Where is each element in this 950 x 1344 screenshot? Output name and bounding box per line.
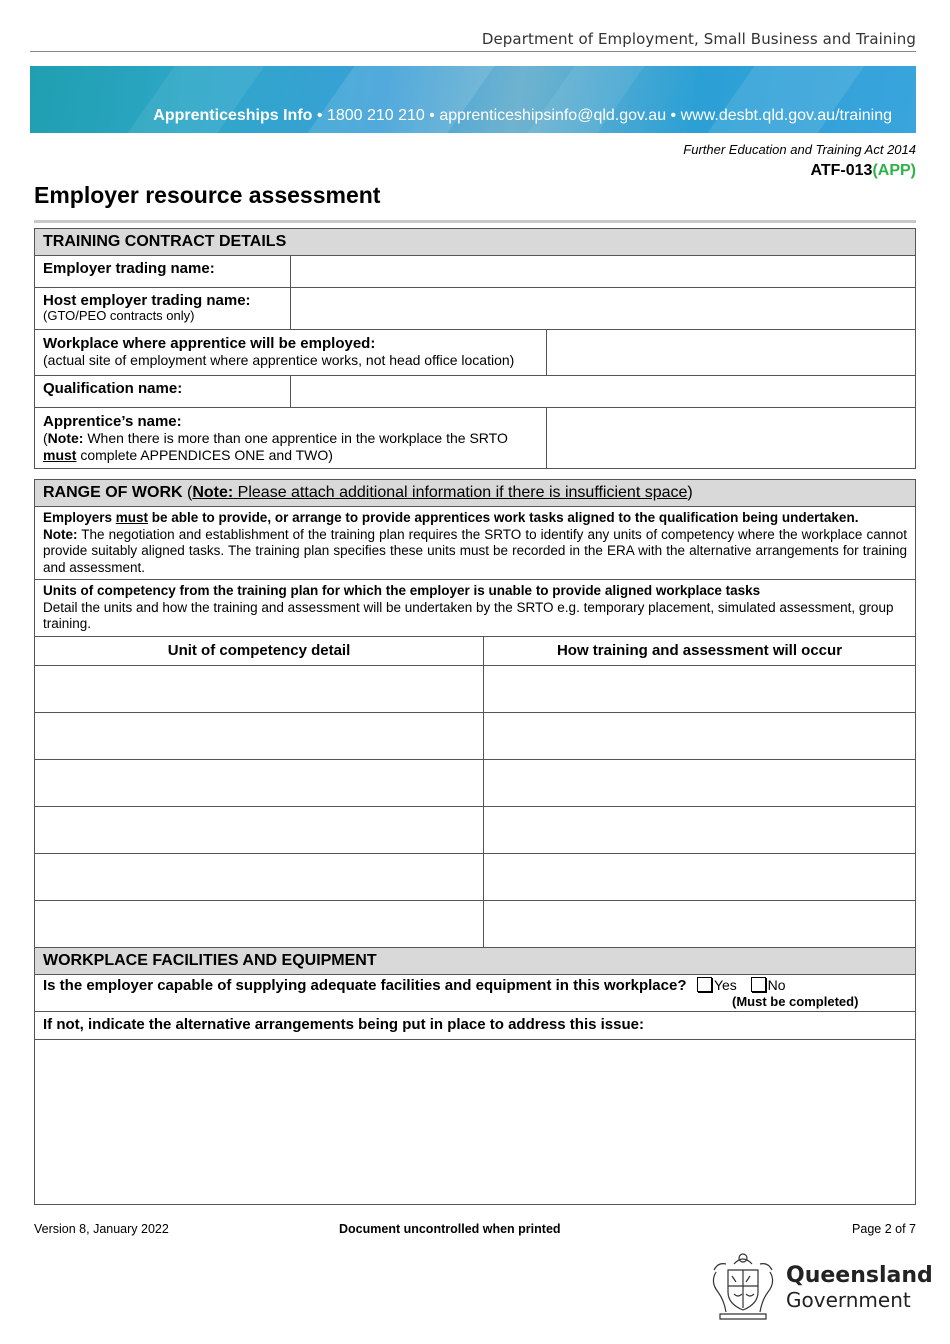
- facilities-question: Is the employer capable of supplying adequate facilities and equipment in this workplace?: [43, 976, 687, 994]
- banner-website[interactable]: www.desbt.qld.gov.au/training: [680, 107, 892, 124]
- section-heading: TRAINING CONTRACT DETAILS: [35, 229, 915, 256]
- contact-banner: [30, 66, 916, 133]
- training-contract-section: [34, 228, 916, 469]
- page-footer: [34, 1222, 916, 1238]
- table-row: [35, 666, 915, 713]
- training-column-header: How training and assessment will occur: [556, 641, 843, 659]
- range-of-work-heading: RANGE OF WORK (Note: Please attach additional information if there is insufficient space): [35, 480, 915, 507]
- banner-phone[interactable]: 1800 210 210: [326, 107, 425, 124]
- page-number: Page 2 of 7: [852, 1222, 916, 1236]
- training-cell[interactable]: [484, 666, 915, 712]
- table-row: [35, 760, 915, 807]
- unit-cell[interactable]: [35, 713, 484, 759]
- apprentice-field[interactable]: [547, 408, 915, 468]
- range-of-work-section: [34, 479, 916, 1205]
- facilities-question-row: [35, 975, 915, 1012]
- unit-cell[interactable]: [35, 854, 484, 900]
- banner-contact-line: [153, 107, 892, 125]
- facilities-heading: WORKPLACE FACILITIES AND EQUIPMENT: [35, 948, 915, 975]
- employer-trading-name-row: [35, 256, 915, 288]
- version-text: Version 8, January 2022: [34, 1222, 169, 1236]
- units-paragraph: Units of competency from the training plan for which the employer is unable to provide aligned workplace tasks Detail the units and how the training and assessment will be undertaken by the SRTO e.g. temporary placement, simulated assessment, group training.: [35, 580, 915, 637]
- employer-trading-name-field[interactable]: [291, 256, 915, 287]
- host-employer-label: Host employer trading name:: [43, 292, 251, 309]
- coat-of-arms-icon: [706, 1250, 780, 1322]
- header-divider: [30, 51, 916, 52]
- qualification-label: Qualification name:: [43, 380, 183, 397]
- host-employer-note: (GTO/PEO contracts only): [43, 308, 195, 323]
- workplace-label: Workplace where apprentice will be employed:: [43, 335, 376, 352]
- unit-cell[interactable]: [35, 807, 484, 853]
- form-code-suffix: (APP): [872, 162, 916, 179]
- must-complete-note: (Must be completed): [732, 993, 859, 1009]
- unit-cell[interactable]: [35, 760, 484, 806]
- alternative-row: [35, 1012, 915, 1040]
- no-label: No: [767, 976, 786, 993]
- host-employer-field[interactable]: [291, 288, 915, 329]
- unit-cell[interactable]: [35, 666, 484, 712]
- host-employer-row: [35, 288, 915, 330]
- logo-government: Government: [786, 1288, 911, 1312]
- training-cell[interactable]: [484, 807, 915, 853]
- banner-title: Apprenticeships Info: [153, 107, 313, 124]
- apprentice-label: Apprentice’s name:: [43, 413, 182, 430]
- apprentice-row: [35, 408, 915, 468]
- units-table-header: [35, 637, 915, 666]
- bullet: •: [316, 107, 323, 124]
- yes-checkbox[interactable]: [697, 977, 712, 992]
- alternative-arrangements-field[interactable]: [35, 1040, 915, 1210]
- employer-trading-name-label: Employer trading name:: [43, 260, 215, 277]
- yes-label: Yes: [713, 976, 737, 993]
- alternative-label: If not, indicate the alternative arrangements being put in place to address this issue:: [43, 1015, 644, 1033]
- range-of-work-paragraph: Employers must be able to provide, or arrange to provide apprentices work tasks aligned to the qualification being undertaken. Note: The negotiation and establishment of the training plan requires the SRTO to identify any units of competency where the workplace cannot provide suitably aligned tasks. The training plan specifies these units must be recorded in the ERA with the alternative arrangements for training and assessment.: [35, 507, 915, 580]
- queensland-government-logo: [706, 1250, 933, 1322]
- banner-email[interactable]: apprenticeshipsinfo@qld.gov.au: [439, 107, 667, 124]
- workplace-note: (actual site of employment where apprentice works, not head office location): [43, 352, 515, 368]
- training-cell[interactable]: [484, 760, 915, 806]
- workplace-field[interactable]: [547, 330, 915, 375]
- bullet: •: [429, 107, 435, 124]
- legislation-reference: Further Education and Training Act 2014: [683, 142, 916, 157]
- page-title: Employer resource assessment: [34, 182, 381, 208]
- form-code: ATF-013(APP): [810, 162, 916, 179]
- workplace-row: [35, 330, 915, 376]
- logo-queensland: Queensland: [786, 1263, 933, 1288]
- no-checkbox[interactable]: [751, 977, 766, 992]
- table-row: [35, 713, 915, 760]
- title-rule: [34, 220, 916, 223]
- department-name: Department of Employment, Small Business and Training: [481, 30, 916, 48]
- table-row: [35, 901, 915, 948]
- unit-cell[interactable]: [35, 901, 484, 947]
- unit-column-header: Unit of competency detail: [35, 637, 484, 665]
- uncontrolled-notice: Document uncontrolled when printed: [339, 1222, 561, 1236]
- table-row: [35, 854, 915, 901]
- apprentice-note: (Note: When there is more than one apprentice in the workplace the SRTO must complete APPENDICES ONE and TWO): [43, 430, 508, 463]
- qualification-field[interactable]: [291, 376, 915, 407]
- training-cell[interactable]: [484, 854, 915, 900]
- table-row: [35, 807, 915, 854]
- training-cell[interactable]: [484, 901, 915, 947]
- qualification-row: [35, 376, 915, 408]
- bullet: •: [670, 107, 677, 124]
- training-cell[interactable]: [484, 713, 915, 759]
